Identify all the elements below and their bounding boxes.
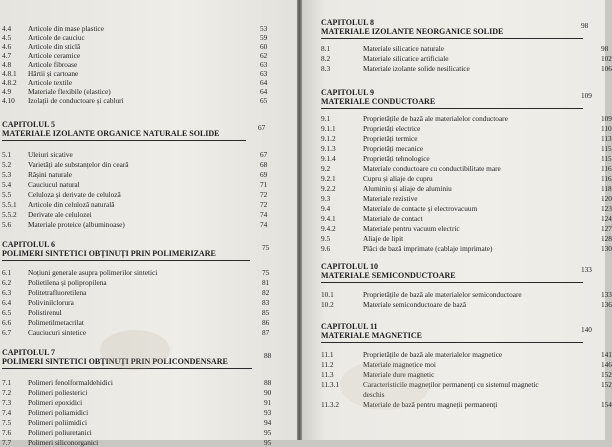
toc-entry-number: 4.8 bbox=[2, 60, 12, 69]
toc-entry-number: 5.5 bbox=[2, 190, 12, 199]
toc-entry-number: 5.5.1 bbox=[2, 200, 17, 209]
chapter-9-heading-rule bbox=[321, 108, 583, 109]
toc-entry-title: Proprietățile de bază ale materialelor semiconductoare bbox=[363, 290, 522, 299]
toc-entry-page: 64 bbox=[260, 87, 268, 96]
toc-entry-page: 152 bbox=[601, 380, 612, 389]
toc-entry-number: 9.2.1 bbox=[321, 174, 336, 183]
toc-entry-page: 106 bbox=[601, 64, 612, 73]
chapter-8-heading-page: 98 bbox=[581, 21, 589, 30]
toc-entry-title: Polietilena și polipropilena bbox=[28, 278, 107, 287]
toc-entry-title: Polimeri siliconorganici bbox=[28, 438, 99, 447]
toc-entry-title: Articole textile bbox=[28, 78, 72, 87]
toc-entry-number: 9.1 bbox=[321, 114, 331, 123]
toc-entry-title: Cauciucul natural bbox=[28, 180, 80, 189]
toc-entry-page: 91 bbox=[264, 398, 272, 407]
toc-entry-title: Polimeri poliimidici bbox=[28, 418, 87, 427]
chapter-11-heading-page: 140 bbox=[581, 325, 592, 334]
toc-entry-title: Proprietăți termice bbox=[363, 134, 418, 143]
toc-entry-number: 10.1 bbox=[321, 290, 334, 299]
toc-entry-page: 109 bbox=[601, 114, 612, 123]
toc-entry-page: 74 bbox=[260, 220, 268, 229]
toc-entry-page: 87 bbox=[262, 328, 270, 337]
toc-entry-title: Materiale pentru vacuum electric bbox=[363, 224, 460, 233]
toc-entry-page: 59 bbox=[260, 33, 268, 42]
toc-entry-number: 5.4 bbox=[2, 180, 12, 189]
chapter-5-heading-rule bbox=[2, 140, 246, 141]
toc-entry-number: 9.6 bbox=[321, 244, 331, 253]
toc-entry-page: 110 bbox=[601, 124, 612, 133]
toc-entry-title: Materiale de contact bbox=[363, 214, 423, 223]
toc-entry-title: Proprietăți tehnologice bbox=[363, 154, 430, 163]
toc-entry-page: 67 bbox=[260, 150, 268, 159]
toc-entry-page: 154 bbox=[601, 400, 612, 409]
toc-entry-page: 72 bbox=[260, 190, 268, 199]
chapter-11-heading-label: CAPITOLUL 11 bbox=[321, 322, 378, 331]
toc-entry-title: Polimeri poliuretanici bbox=[28, 428, 92, 437]
toc-entry-number: 9.1.1 bbox=[321, 124, 336, 133]
toc-entry-title: Materiale de bază pentru magneții permanenți bbox=[363, 400, 498, 409]
toc-entry-page: 93 bbox=[264, 408, 272, 417]
toc-entry-number: 9.1.2 bbox=[321, 134, 336, 143]
toc-entry-number: 9.4.2 bbox=[321, 224, 336, 233]
chapter-5-heading-page: 67 bbox=[258, 123, 266, 132]
toc-entry-title: Materiale flexibile (elastice) bbox=[28, 87, 111, 96]
toc-entry-page: 113 bbox=[601, 134, 612, 143]
toc-entry-page: 62 bbox=[260, 51, 268, 60]
toc-entry-title: Varietăți ale substanțelor din ceară bbox=[28, 160, 129, 169]
chapter-5-heading-title: MATERIALE IZOLANTE ORGANICE NATURALE SOLIDE bbox=[2, 129, 220, 138]
toc-entry-number: 9.4 bbox=[321, 204, 331, 213]
toc-entry-page: 98 bbox=[601, 44, 609, 53]
toc-entry-number: 11.3.1 bbox=[321, 380, 339, 389]
toc-entry-title: Materiale proteice (albuminoase) bbox=[28, 220, 125, 229]
toc-entry-number: 8.3 bbox=[321, 64, 331, 73]
toc-entry-number: 7.4 bbox=[2, 408, 12, 417]
toc-entry-number: 9.5 bbox=[321, 234, 331, 243]
toc-entry-number: 4.7 bbox=[2, 51, 12, 60]
toc-entry-title: Polivinilclorura bbox=[28, 298, 74, 307]
chapter-6-heading-page: 75 bbox=[262, 243, 270, 252]
toc-entry-number: 9.1.4 bbox=[321, 154, 336, 163]
toc-entry-page: 85 bbox=[262, 308, 270, 317]
toc-entry-page: 133 bbox=[601, 290, 612, 299]
toc-entry-page: 95 bbox=[264, 438, 272, 447]
toc-entry-page: 115 bbox=[601, 144, 612, 153]
chapter-11-heading-title: MATERIALE MAGNETICE bbox=[321, 331, 422, 340]
toc-entry-title: Articole ceramice bbox=[28, 51, 81, 60]
chapter-6-heading-rule bbox=[2, 260, 250, 261]
toc-entry-page: 86 bbox=[262, 318, 270, 327]
toc-entry-page: 123 bbox=[601, 204, 612, 213]
toc-entry-title: Uleiuri sicative bbox=[28, 150, 73, 159]
toc-entry-page: 63 bbox=[260, 69, 268, 78]
toc-entry-title: Celuloza și derivate de celuloză bbox=[28, 190, 121, 199]
toc-entry-number: 5.1 bbox=[2, 150, 12, 159]
toc-entry-number: 11.1 bbox=[321, 350, 334, 359]
toc-entry-title: Proprietăți electrice bbox=[363, 124, 421, 133]
toc-entry-title: Proprietăți mecanice bbox=[363, 144, 424, 153]
toc-entry-title: Polimetilmetacrilat bbox=[28, 318, 84, 327]
left-page bbox=[0, 0, 298, 447]
toc-entry-title: Materiale rezistive bbox=[363, 194, 418, 203]
chapter-10-heading-title: MATERIALE SEMICONDUCTOARE bbox=[321, 271, 456, 280]
toc-entry-number: 4.4 bbox=[2, 24, 12, 33]
toc-entry-page: 128 bbox=[601, 234, 612, 243]
toc-entry-page: 53 bbox=[260, 24, 268, 33]
toc-entry-number: 6.5 bbox=[2, 308, 12, 317]
toc-entry-page: 63 bbox=[260, 60, 268, 69]
toc-entry-title-continued: deschis bbox=[363, 390, 385, 399]
toc-entry-page: 127 bbox=[601, 224, 612, 233]
toc-entry-number: 6.4 bbox=[2, 298, 12, 307]
toc-entry-title: Hârtii și cartoane bbox=[28, 69, 79, 78]
toc-entry-page: 124 bbox=[601, 214, 612, 223]
chapter-7-heading-title: POLIMERI SINTETICI OBȚINUȚI PRIN POLICONDENSARE bbox=[2, 357, 228, 366]
toc-entry-page: 116 bbox=[601, 174, 612, 183]
toc-entry-page: 136 bbox=[601, 300, 612, 309]
toc-entry-title: Proprietățile de bază ale materialelor conductoare bbox=[363, 114, 508, 123]
toc-entry-number: 7.2 bbox=[2, 388, 12, 397]
chapter-6-heading-title: POLIMERI SINTETICI OBȚINUȚI PRIN POLIMERIZARE bbox=[2, 249, 216, 258]
toc-entry-title: Noțiuni generale asupra polimerilor sintetici bbox=[28, 268, 158, 277]
toc-entry-title: Caracteristicile magneților permanenți cu sistemul magnetic bbox=[363, 380, 539, 389]
toc-entry-number: 7.7 bbox=[2, 438, 12, 447]
toc-entry-number: 9.3 bbox=[321, 194, 331, 203]
toc-entry-title: Derivate ale celulozei bbox=[28, 210, 92, 219]
toc-entry-page: 102 bbox=[601, 54, 612, 63]
toc-entry-number: 6.6 bbox=[2, 318, 12, 327]
toc-entry-number: 4.9 bbox=[2, 87, 12, 96]
toc-entry-number: 8.2 bbox=[321, 54, 331, 63]
toc-entry-number: 9.4.1 bbox=[321, 214, 336, 223]
toc-entry-number: 5.6 bbox=[2, 220, 12, 229]
chapter-8-heading-title: MATERIALE IZOLANTE NEORGANICE SOLIDE bbox=[321, 27, 504, 36]
toc-entry-number: 4.10 bbox=[2, 96, 15, 105]
toc-entry-number: 4.5 bbox=[2, 33, 12, 42]
toc-entry-number: 8.1 bbox=[321, 44, 331, 53]
toc-entry-title: Cupru și aliaje de cupru bbox=[363, 174, 433, 183]
toc-entry-page: 120 bbox=[601, 194, 612, 203]
chapter-11-heading-rule bbox=[321, 342, 583, 343]
toc-entry-page: 152 bbox=[601, 370, 612, 379]
toc-entry-page: 83 bbox=[262, 298, 270, 307]
toc-entry-title: Polistirenul bbox=[28, 308, 62, 317]
chapter-9-heading-title: MATERIALE CONDUCTOARE bbox=[321, 97, 436, 106]
toc-entry-page: 75 bbox=[262, 268, 270, 277]
toc-entry-title: Aluminiu și aliaje de aluminiu bbox=[363, 184, 452, 193]
chapter-9-heading-page: 109 bbox=[581, 91, 592, 100]
toc-entry-number: 9.1.3 bbox=[321, 144, 336, 153]
toc-entry-page: 81 bbox=[262, 278, 270, 287]
toc-entry-number: 6.2 bbox=[2, 278, 12, 287]
toc-entry-page: 115 bbox=[601, 154, 612, 163]
toc-entry-number: 6.3 bbox=[2, 288, 12, 297]
toc-entry-page: 90 bbox=[264, 388, 272, 397]
chapter-10-heading-label: CAPITOLUL 10 bbox=[321, 262, 378, 271]
toc-entry-number: 6.7 bbox=[2, 328, 12, 337]
chapter-6-heading-label: CAPITOLUL 6 bbox=[2, 240, 55, 249]
toc-entry-number: 7.3 bbox=[2, 398, 12, 407]
chapter-10-heading-rule bbox=[321, 282, 583, 283]
toc-entry-page: 72 bbox=[260, 200, 268, 209]
toc-entry-page: 118 bbox=[601, 184, 612, 193]
toc-entry-title: Polimeri poliesterici bbox=[28, 388, 88, 397]
toc-entry-title: Articole de cauciuc bbox=[28, 33, 85, 42]
chapter-7-heading-rule bbox=[2, 368, 252, 369]
toc-entry-page: 116 bbox=[601, 164, 612, 173]
toc-entry-page: 71 bbox=[260, 180, 268, 189]
toc-entry-number: 9.2 bbox=[321, 164, 331, 173]
right-page bbox=[301, 0, 612, 440]
toc-entry-title: Materiale izolante solide nesilicatice bbox=[363, 64, 470, 73]
toc-entry-page: 65 bbox=[260, 96, 268, 105]
chapter-10-heading-page: 133 bbox=[581, 265, 592, 274]
chapter-7-heading-page: 88 bbox=[264, 351, 272, 360]
toc-entry-page: 95 bbox=[264, 428, 272, 437]
toc-entry-page: 94 bbox=[264, 418, 272, 427]
toc-entry-page: 88 bbox=[264, 378, 272, 387]
chapter-8-heading-rule bbox=[321, 38, 583, 39]
toc-entry-title: Politetrafluoretilena bbox=[28, 288, 87, 297]
chapter-9-heading-label: CAPITOLUL 9 bbox=[321, 88, 374, 97]
toc-entry-title: Articole din celuloză naturală bbox=[28, 200, 115, 209]
toc-entry-number: 7.5 bbox=[2, 418, 12, 427]
toc-entry-number: 5.5.2 bbox=[2, 210, 17, 219]
toc-entry-page: 130 bbox=[601, 244, 612, 253]
chapter-7-heading-label: CAPITOLUL 7 bbox=[2, 348, 55, 357]
toc-entry-title: Materiale magnetice moi bbox=[363, 360, 436, 369]
toc-entry-number: 7.6 bbox=[2, 428, 12, 437]
toc-entry-number: 4.8.2 bbox=[2, 78, 17, 87]
toc-entry-title: Articole din sticlă bbox=[28, 42, 81, 51]
toc-entry-title: Materiale de contacte și electrovacuum bbox=[363, 204, 478, 213]
toc-entry-title: Rășini naturale bbox=[28, 170, 72, 179]
toc-entry-number: 9.2.2 bbox=[321, 184, 336, 193]
toc-entry-page: 64 bbox=[260, 78, 268, 87]
toc-entry-title: Aliaje de lipit bbox=[363, 234, 404, 243]
toc-entry-title: Materiale conductoare cu conductibilitate mare bbox=[363, 164, 501, 173]
toc-entry-page: 146 bbox=[601, 360, 612, 369]
toc-entry-title: Izolații de conductoare și cabluri bbox=[28, 96, 124, 105]
toc-entry-page: 82 bbox=[262, 288, 270, 297]
toc-entry-number: 11.2 bbox=[321, 360, 334, 369]
toc-entry-number: 6.1 bbox=[2, 268, 12, 277]
toc-entry-title: Cauciucuri sintetice bbox=[28, 328, 87, 337]
toc-entry-number: 11.3.2 bbox=[321, 400, 339, 409]
toc-entry-page: 69 bbox=[260, 170, 268, 179]
toc-entry-title: Materiale silicatice naturale bbox=[363, 44, 445, 53]
chapter-8-heading-label: CAPITOLUL 8 bbox=[321, 18, 374, 27]
toc-entry-page: 141 bbox=[601, 350, 612, 359]
toc-entry-page: 60 bbox=[260, 42, 268, 51]
toc-entry-page: 68 bbox=[260, 160, 268, 169]
toc-entry-title: Materiale silicatice artificiale bbox=[363, 54, 449, 63]
toc-entry-title: Proprietățile de bază ale materialelor magnetice bbox=[363, 350, 503, 359]
toc-entry-number: 10.2 bbox=[321, 300, 334, 309]
toc-entry-title: Polimeri poliamidici bbox=[28, 408, 89, 417]
toc-entry-number: 5.3 bbox=[2, 170, 12, 179]
toc-entry-title: Plăci de bază imprimate (cablaje imprimate) bbox=[363, 244, 493, 253]
book-gutter bbox=[297, 0, 302, 440]
toc-entry-page: 74 bbox=[260, 210, 268, 219]
toc-entry-number: 4.6 bbox=[2, 42, 12, 51]
chapter-5-heading-label: CAPITOLUL 5 bbox=[2, 120, 55, 129]
toc-entry-number: 7.1 bbox=[2, 378, 12, 387]
toc-entry-title: Polimeri fenolformaldehidici bbox=[28, 378, 113, 387]
toc-entry-number: 4.8.1 bbox=[2, 69, 17, 78]
toc-entry-title: Articole fibroase bbox=[28, 60, 78, 69]
toc-entry-title: Polimeri epoxidici bbox=[28, 398, 83, 407]
toc-entry-title: Materiale dure magnetic bbox=[363, 370, 435, 379]
toc-entry-number: 11.3 bbox=[321, 370, 334, 379]
toc-entry-title: Articole din mase plastice bbox=[28, 24, 104, 33]
toc-entry-title: Materiale semiconductoare de bază bbox=[363, 300, 467, 309]
toc-entry-number: 5.2 bbox=[2, 160, 12, 169]
